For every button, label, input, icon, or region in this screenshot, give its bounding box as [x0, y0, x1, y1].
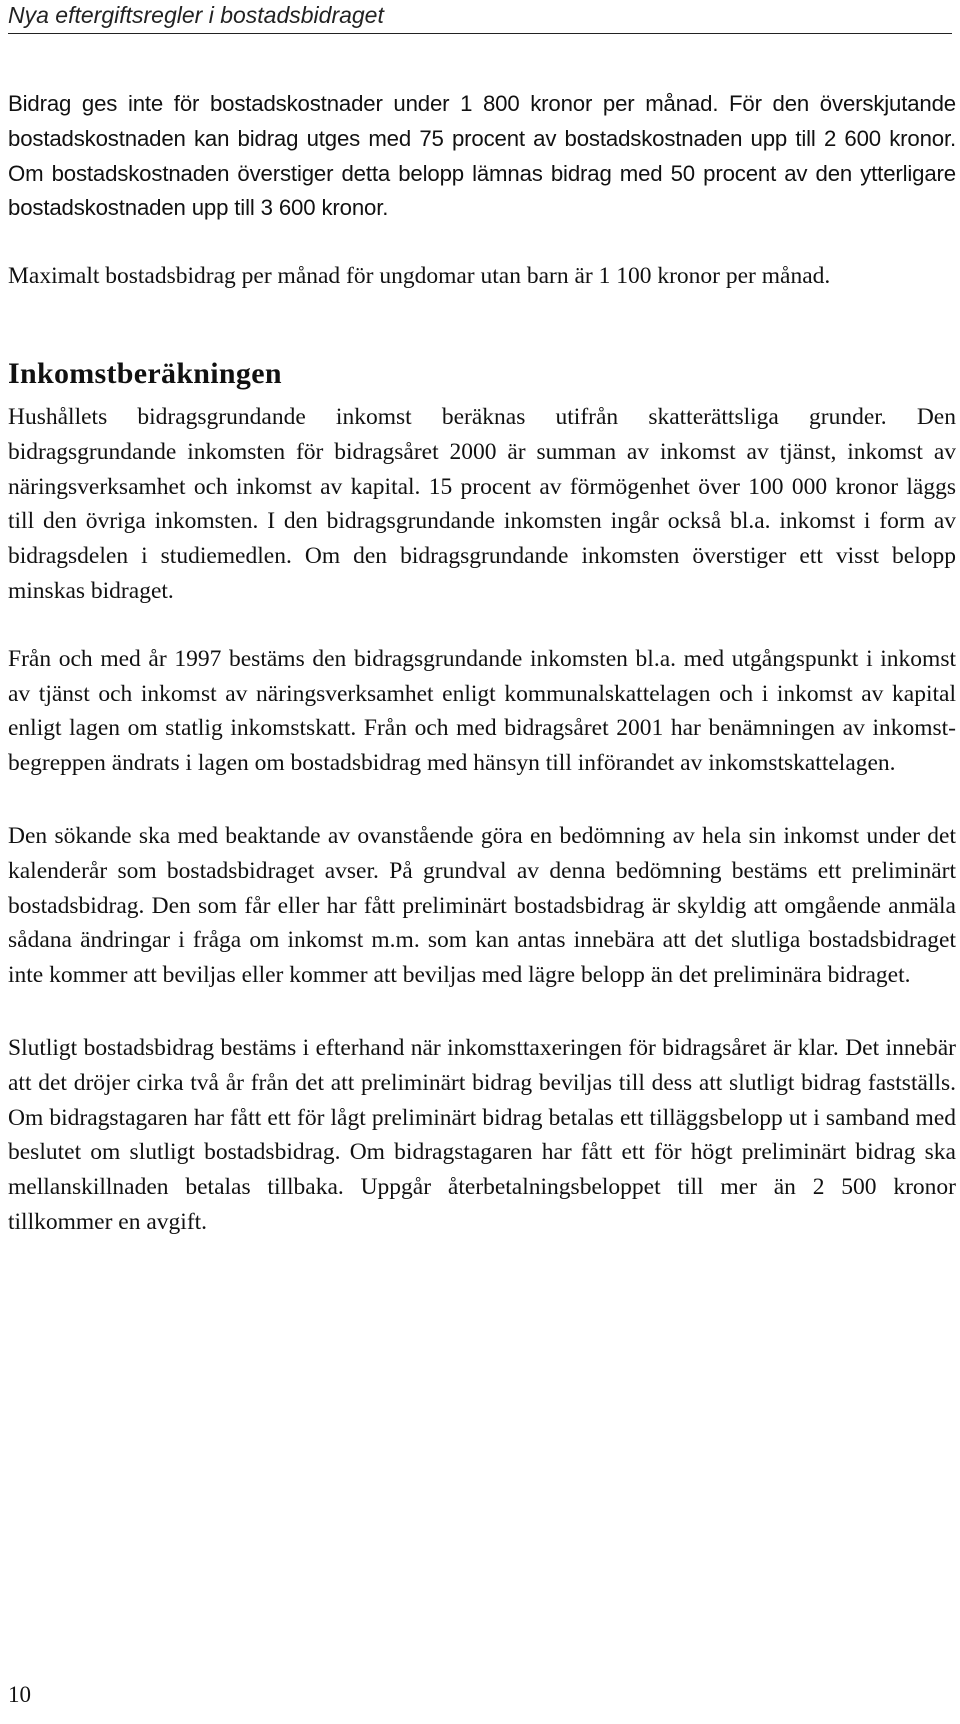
paragraph-maximalt-bostadsbidrag: Maximalt bostadsbidrag per månad för ungdomar utan barn är 1 100 kronor per månad. — [8, 263, 831, 290]
page-number: 10 — [8, 1682, 31, 1707]
running-header-title: Nya eftergiftsregler i bostadsbidraget — [8, 2, 384, 28]
running-header — [8, 0, 952, 34]
paragraph-bidragsgrundande-inkomst: Hushållets bidragsgrundande inkomst beräknas utifrån skatterättsliga grunder. Den bidragsgrundande inkomsten för bidragsåret 2000 är summan av inkomst av tjänst, inkomst av näringsverksamhet och inkomst av kapital. 15 procent av förmögenhet över 100 000 kronor läggs till den övriga inkomsten. I den bidragsgrundande inkomsten ingår också bl.a. inkomst i form av bidragsdelen i studiemedlen. Om den bidragsgrundande inkomsten överstiger ett visst belopp minskas bidraget. — [8, 403, 956, 604]
paragraph-sokande-bedomning: Den sökande ska med beaktande av ovanstående göra en bedömning av hela sin inkomst under det kalenderår som bostadsbidraget avser. På grundval av denna bedömning bestäms ett preliminärt bostadsbidrag. Den som får eller har fått preliminärt bostadsbidrag är skyldig att omgående anmäla sådana ändringar i fråga om inkomst m.m. som kan antas innebära att det slutliga bostadsbidraget inte kommer att beviljas eller kommer att beviljas med lägre belopp än det preliminära bidraget. — [8, 822, 956, 989]
paragraph-fran-och-med-1997: Från och med år 1997 bestäms den bidragsgrundande inkomsten bl.a. med utgångspunkt i inkomst av tjänst och inkomst av näringsverksamhet enligt kommunalskattelagen och i inkomst av kapital enligt lagen om statlig inkomstskatt. Från och med bidragsåret 2001 har benämningen av inkomstbegreppen ändrats i lagen om bostadsbidrag med hänsyn till införandet av inkomstskattelagen. — [8, 645, 956, 777]
page-body — [8, 87, 956, 1240]
paragraph-bidrag-bostadskostnader: Bidrag ges inte för bostadskostnader under 1 800 kronor per månad. För den överskjutande bostadskostnaden kan bidrag utges med 75 procent av bostadskostnaden upp till 2 600 kronor. Om bostadskostnaden överstiger detta belopp lämnas bidrag med 50 procent av den ytterligare bostadskostnaden upp till 3 600 kronor. — [8, 91, 956, 221]
paragraph-slutligt-bostadsbidrag: Slutligt bostadsbidrag bestäms i efterhand när inkomsttaxeringen för bidragsåret är klar. Det innebär att det dröjer cirka två år från det att preliminärt bidrag beviljas till dess att slutligt bidrag fastställs. Om bidragstagaren har fått ett för lågt preliminärt bidrag betalas ett tilläggsbelopp ut i samband med beslutet om slutligt bostadsbidrag. Om bidragstagaren har fått ett för högt preliminärt bidrag ska mellanskillnaden betalas tillbaka. Uppgår återbetalningsbeloppet till mer än 2 500 kronor tillkommer en avgift. — [8, 1034, 956, 1235]
section-heading: Inkomstberäkningen — [8, 356, 282, 390]
